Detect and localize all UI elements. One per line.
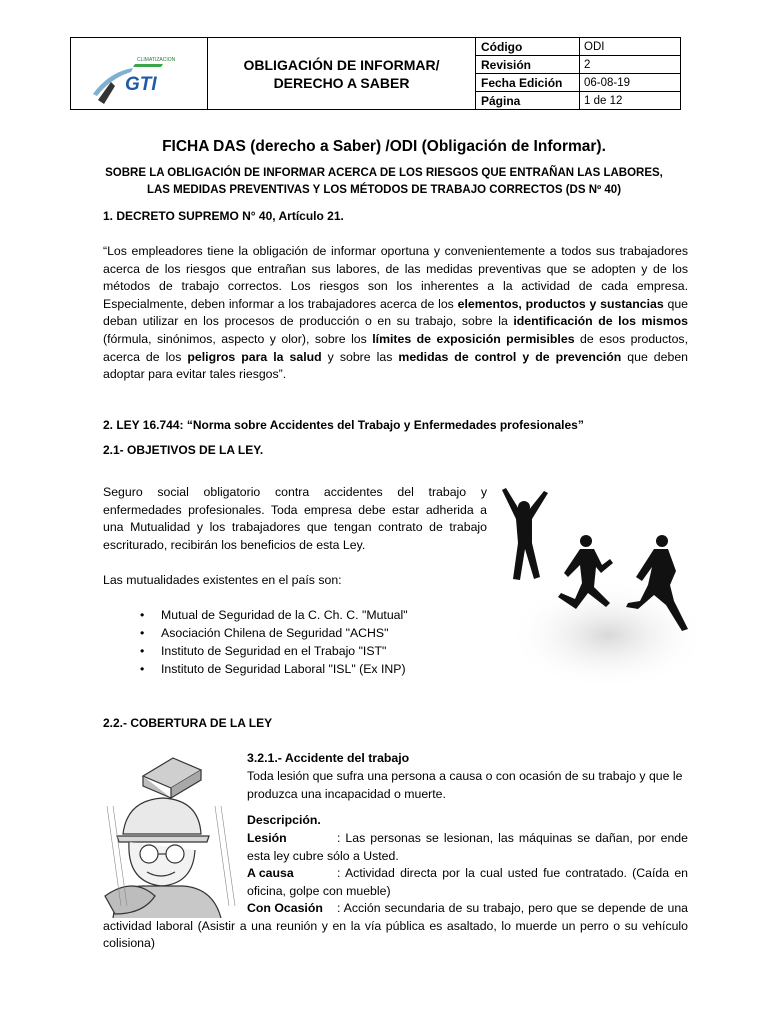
meta-label: Código	[476, 38, 580, 55]
list-item: • Asociación Chilena de Seguridad "ACHS"	[103, 624, 408, 642]
logo-caption: CLIMATIZACION	[137, 57, 176, 63]
description-heading: Descripción.	[247, 813, 321, 827]
ocasion-text: : Acción secundaria de su trabajo, pero que se depende de una actividad laboral (Asistir a una reunión y en la vía pública es asaltado, lo muerde un perro o su vehículo colisiona)	[103, 901, 688, 951]
mutuals-list	[103, 606, 408, 678]
worker-illustration	[103, 746, 239, 918]
text-run: que deban utilizar en los procesos de producción o en su trabajo, sobre la	[103, 296, 689, 329]
document-header	[70, 37, 681, 110]
lesion-text: : Las personas se lesionan, las máquinas se dañan, por ende esta ley cubre sólo a Usted.	[247, 831, 688, 863]
text-run-bold: identificación de los mismos	[513, 314, 688, 329]
section1-heading: 1. DECRETO SUPREMO N° 40, Artículo 21.	[103, 209, 344, 223]
runners-illustration	[498, 485, 698, 685]
lesion-definition	[247, 830, 688, 865]
company-logo	[71, 38, 208, 109]
ocasion-label: Con Ocasión	[247, 901, 323, 915]
meta-label: Revisión	[476, 56, 580, 73]
text-run-bold: medidas de control y de prevención	[398, 349, 622, 364]
meta-row-page	[476, 92, 680, 109]
causa-definition	[247, 865, 688, 900]
causa-text: : Actividad directa por la cual usted fue contratado. (Caída en oficina, golpe con mueble)	[247, 866, 688, 898]
mutuals-intro: Las mutualidades existentes en el país son:	[103, 573, 342, 587]
meta-value: ODI	[584, 40, 605, 53]
meta-row-code	[476, 38, 680, 56]
section2-heading: 2. LEY 16.744: “Norma sobre Accidentes del Trabajo y Enfermedades profesionales”	[103, 418, 584, 432]
subtitle-line2: LAS MEDIDAS PREVENTIVAS Y LOS MÉTODOS DE TRABAJO CORRECTOS (DS Nº 40)	[146, 184, 622, 196]
header-title-line1: OBLIGACIÓN DE INFORMAR/	[243, 56, 440, 73]
accident-definition: Toda lesión que sufra una persona a causa o con ocasión de su trabajo y que le produzca una incapacidad o muerte.	[247, 769, 683, 801]
objectives-paragraph: Seguro social obligatorio contra accidentes del trabajo y enfermedades profesionales. Toda empresa debe estar adherida a una Mutualidad y los trabajadores que tengan contrato de trabajo escriturado, recibirán los beneficios de esta Ley.	[103, 485, 487, 552]
text-run-bold: elementos, productos y sustancias	[457, 296, 664, 311]
document-meta-table	[476, 38, 680, 109]
list-item: • Instituto de Seguridad en el Trabajo "IST"	[103, 642, 408, 660]
meta-row-edition-date	[476, 74, 680, 92]
text-run: “Los empleadores tiene la obligación de informar oportuna y convenientemente a todos sus trabajadores acerca de los riesgos que entrañan sus labores, de las medidas preventivas que se adopten y de los métodos de trabajo correctos. Los riesgos son los inherentes a la actividad de cada empresa. Especialmente, deben informar a los trabajadores acerca de los	[103, 244, 688, 311]
logo-text: GTI	[125, 74, 157, 95]
ocasion-definition	[103, 900, 688, 953]
meta-value: 06-08-19	[584, 76, 631, 89]
text-run: de esos productos, acerca de los	[103, 331, 688, 364]
meta-row-revision	[476, 56, 680, 74]
text-run: y sobre las	[321, 349, 399, 364]
meta-value: 1 de 12	[584, 94, 623, 107]
subtitle-line1: SOBRE LA OBLIGACIÓN DE INFORMAR ACERCA DE LOS RIESGOS QUE ENTRAÑAN LAS LABORES,	[105, 167, 663, 179]
meta-label: Página	[476, 92, 580, 109]
section2-1-heading: 2.1- OBJETIVOS DE LA LEY.	[103, 443, 264, 457]
text-run-bold: peligros para la salud	[187, 349, 322, 364]
text-run: que deben adoptar para evitar tales riesgos”.	[103, 349, 688, 382]
causa-label: A causa	[247, 866, 294, 880]
accident-heading: 3.2.1.- Accidente del trabajo	[247, 751, 410, 765]
document-title: FICHA DAS (derecho a Saber) /ODI (Obligación de Informar).	[162, 138, 606, 155]
header-title-line2: DERECHO A SABER	[273, 74, 410, 91]
section1-paragraph	[103, 243, 688, 384]
header-title	[208, 38, 476, 109]
meta-value: 2	[584, 58, 591, 71]
list-item: • Mutual de Seguridad de la C. Ch. C. "Mutual"	[103, 606, 408, 624]
meta-label: Fecha Edición	[476, 74, 580, 91]
list-item: • Instituto de Seguridad Laboral "ISL" (Ex INP)	[103, 660, 408, 678]
text-run-bold: límites de exposición permisibles	[372, 331, 575, 346]
lesion-label: Lesión	[247, 831, 287, 845]
document-subtitle	[60, 165, 708, 199]
text-run: (fórmula, sinónimos, aspecto y olor), sobre los	[103, 331, 373, 346]
section2-2-heading: 2.2.- COBERTURA DE LA LEY	[103, 716, 273, 730]
